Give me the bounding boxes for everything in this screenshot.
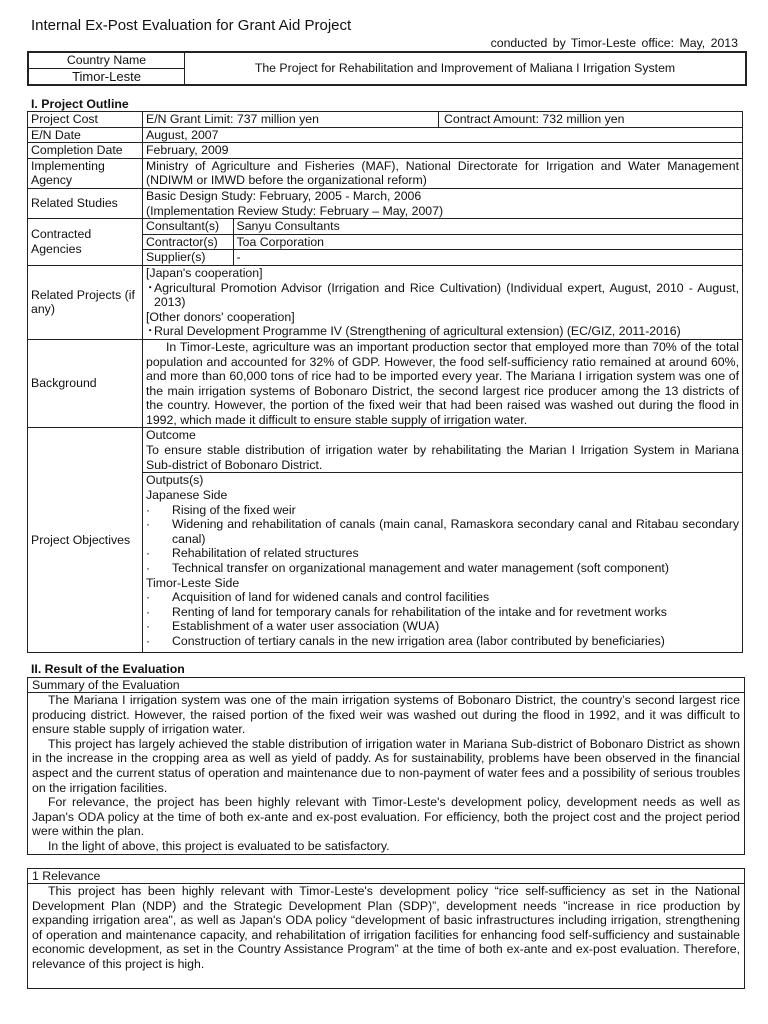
row-background: [28, 339, 743, 428]
summary-title: Summary of the Evaluation: [28, 678, 744, 693]
consultant-label: Consultant(s): [143, 219, 233, 234]
project-name: The Project for Rehabilitation and Improvement of Maliana I Irrigation System: [254, 61, 676, 75]
objectives-label: Project Objectives: [28, 428, 143, 653]
project-header-box: [27, 51, 747, 86]
list-item-text: Rehabilitation of related structures: [172, 546, 359, 561]
related-projects-value: [143, 265, 743, 339]
bullet-dot: ·: [146, 604, 151, 619]
list-item: [146, 503, 739, 518]
list-item-text: Technical transfer on organizational management and water management (soft component): [172, 561, 669, 576]
bullet-dot: ·: [146, 561, 151, 576]
list-item: [146, 605, 739, 620]
japanese-side-heading: Japanese Side: [146, 488, 228, 503]
relevance-body: [28, 884, 744, 988]
implementing-value: Ministry of Agriculture and Fisheries (MAF), National Directorate for Irrigation and Water Management (NDIWM or IMWD before the organizational reform): [143, 158, 743, 188]
list-item-text: Acquisition of land for widened canals and control facilities: [172, 590, 490, 605]
relevance-box: [27, 868, 745, 989]
list-item-text: Rising of the fixed weir: [172, 502, 296, 517]
project-outline-table: [27, 111, 743, 653]
row-related-projects: [28, 265, 743, 339]
outcome-block: [143, 428, 742, 473]
contracted-inner-table: [143, 219, 742, 265]
japanese-items: [146, 503, 739, 576]
row-contracted: [28, 219, 743, 266]
bullet-dot: ·: [146, 546, 151, 561]
conducted-by-line: conducted by Timor-Leste office: May, 2013: [490, 36, 738, 50]
list-item: [146, 634, 739, 649]
list-item: [146, 517, 739, 546]
supplier-label: Supplier(s): [143, 250, 233, 265]
implementing-label: Implementing Agency: [28, 158, 143, 188]
contracted-agencies-cell: [143, 219, 743, 266]
en-date-value: August, 2007: [143, 127, 743, 143]
section-2-heading: II. Result of the Evaluation: [31, 662, 185, 676]
row-objectives: [28, 428, 743, 653]
related-studies-label: Related Studies: [28, 188, 143, 218]
list-item: [146, 590, 739, 605]
related-studies-line-2: (Implementation Review Study: February – May, 2007): [146, 203, 444, 218]
completion-label: Completion Date: [28, 143, 143, 159]
related-studies-line-1: Basic Design Study: February, 2005 - March, 2006: [146, 188, 422, 203]
rp-japan-item: [146, 281, 739, 310]
document-title: Internal Ex-Post Evaluation for Grant Aid Project: [31, 17, 352, 34]
outputs-label: Outputs(s): [146, 473, 204, 488]
objectives-cell: [143, 428, 743, 653]
outputs-block: [143, 473, 742, 648]
relevance-paragraph: This project has been highly relevant with Timor-Leste's development policy “rice self-sufficiency as set in the National Development Plan (NDP) and the Strategic Development Plan (SDP)”, development needs "increase in rice production by expanding irrigation area", as well as Japan's ODA policy “development of basic infrastructures including irrigation, strengthening of operation and maintenance capacity, and rehabilitation of irrigation facilities for enhancing food self-sufficiency and sustainable economic development, as set in the Country Assistance Program” at the time of both ex-ante and ex-post evaluation. Therefore, relevance of this project is high.: [32, 884, 740, 971]
relevance-title: 1 Relevance: [28, 869, 744, 884]
row-implementing: [28, 158, 743, 188]
bullet-dot: ·: [146, 502, 151, 517]
summary-paragraph: In the light of above, this project is evaluated to be satisfactory.: [48, 838, 390, 853]
contractor-value: Toa Corporation: [233, 234, 742, 250]
en-date-label: E/N Date: [28, 127, 143, 143]
country-name-label: Country Name: [29, 53, 184, 69]
bullet-dot: ·: [146, 619, 151, 634]
related-studies-value: [143, 188, 743, 218]
summary-paragraph: For relevance, the project has been highly relevant with Timor-Leste's development policy, development needs as well as Japan's ODA policy at the time of both ex-ante and ex-post evaluation. For efficiency, both the project cost and the project period were within the plan.: [32, 795, 740, 839]
row-related-studies: [28, 188, 743, 218]
summary-box: [27, 677, 745, 855]
consultant-value: Sanyu Consultants: [233, 219, 742, 234]
list-item-text: Renting of land for temporary canals for rehabilitation of the intake and for revetment works: [172, 604, 667, 619]
contractor-label: Contractor(s): [143, 234, 233, 250]
bullet-dot: ·: [146, 634, 151, 648]
completion-value: February, 2009: [143, 143, 743, 159]
rp-japan-bullet: ・: [144, 280, 157, 295]
summary-paragraph: The Mariana I irrigation system was one of the main irrigation systems of Bobonaro District, the country’s second largest rice producing district. However, the raised portion of the fixed weir was washed out during the flood in 1992, and it was difficult to ensure stable supply of irrigation water.: [32, 693, 740, 737]
list-item-text: Construction of tertiary canals in the new irrigation area (labor contributed by beneficiaries): [172, 634, 665, 648]
rp-other-bullet: ・: [144, 324, 157, 339]
summary-paragraph: This project has largely achieved the stable distribution of irrigation water in Mariana Sub-district of Bobonaro District as shown in the increase in the cropping area as well as yield of paddy. As for sustainability, problems have been observed in the financial aspect and the current status of operation and maintenance due to non-payment of water fees and a possibility of serious troubles on the irrigation facilities.: [32, 736, 740, 795]
contracted-label: Contracted Agencies: [28, 219, 143, 266]
rp-japan-item-text: Agricultural Promotion Advisor (Irrigation and Rice Cultivation) (Individual expert, August, 2010 - August, 2013): [154, 280, 739, 310]
section-1-heading: I. Project Outline: [31, 97, 129, 111]
rp-other-item: [146, 324, 739, 339]
list-item: [146, 619, 739, 634]
rp-japan-heading: [Japan's cooperation]: [146, 265, 263, 280]
supplier-value: -: [236, 250, 241, 265]
bullet-dot: ·: [146, 517, 151, 532]
row-project-cost: [28, 112, 743, 128]
outcome-text: To ensure stable distribution of irrigation water by rehabilitating the Marian I Irrigation System in Mariana Sub-district of Bobonaro District.: [146, 443, 739, 472]
country-box: [29, 53, 185, 84]
background-value: In Timor-Leste, agriculture was an important production sector that employed more than 70% of the total population and accounted for 32% of GDP. However, the food self-sufficiency ratio remained at around 60%, and more than 60,000 tons of rice had to be imported every year. The Mariana I irrigation system was one of the main irrigation systems of Bobonaro District, the second largest rice producer among the 13 districts of the country. However, the portion of the fixed weir that had been raised was washed out during the flood in 1992, which made it difficult to ensure stable supply of irrigation water.: [143, 339, 743, 428]
rp-other-item-text: Rural Development Programme IV (Strengthening of agricultural extension) (EC/GIZ, 2011-2016): [154, 324, 681, 339]
list-item: [146, 546, 739, 561]
row-completion: [28, 143, 743, 159]
outcome-label: Outcome: [146, 428, 196, 443]
row-en-date: [28, 127, 743, 143]
project-cost-label: Project Cost: [28, 112, 143, 128]
grant-limit: E/N Grant Limit: 737 million yen: [143, 112, 439, 128]
country-name-value: Timor-Leste: [72, 69, 141, 84]
related-projects-label: Related Projects (if any): [28, 265, 143, 339]
rp-other-heading: [Other donors' cooperation]: [146, 309, 295, 324]
list-item-text: Establishment of a water user association (WUA): [172, 619, 440, 634]
list-item-text: Widening and rehabilitation of canals (main canal, Ramaskora secondary canal and Ritabau secondary canal): [172, 517, 739, 546]
contract-amount: Contract Amount: 732 million yen: [439, 112, 743, 128]
timor-side-heading: Timor-Leste Side: [146, 575, 240, 590]
timor-items: [146, 590, 739, 648]
background-label: Background: [28, 339, 143, 428]
bullet-dot: ·: [146, 590, 151, 605]
summary-body: [28, 693, 744, 854]
list-item: [146, 561, 739, 576]
